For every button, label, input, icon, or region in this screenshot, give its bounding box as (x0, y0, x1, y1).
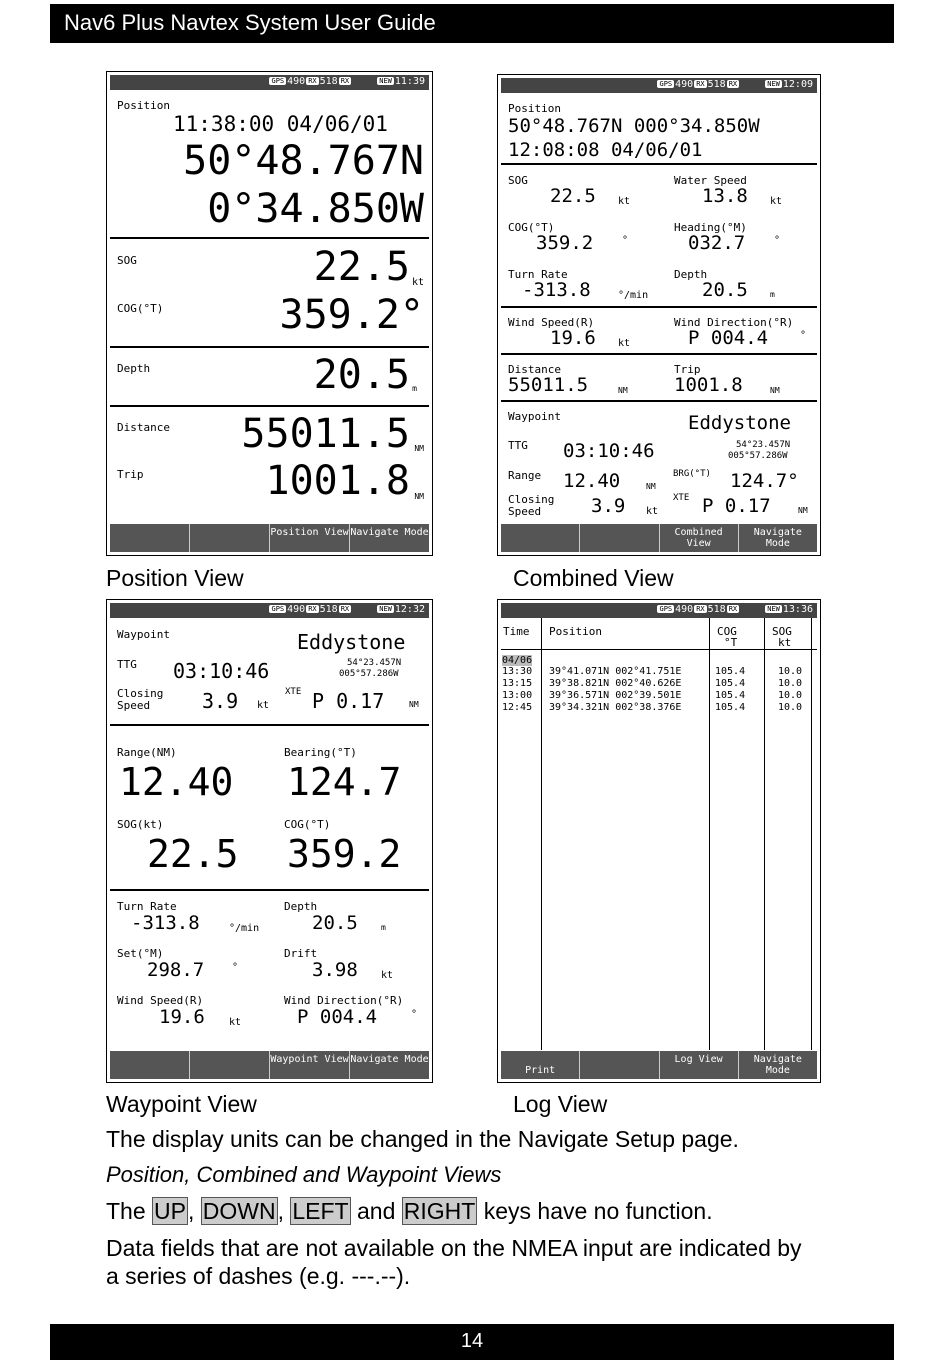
clock: 12:32 (394, 604, 425, 615)
latitude: 50°48.767N (183, 138, 424, 184)
datetime: 12:08:08 04/06/01 (508, 139, 703, 161)
key-right: RIGHT (403, 1198, 476, 1224)
softkey-waypoint-view[interactable]: Waypoint View (269, 1051, 349, 1079)
table-row[interactable]: 12:45 (502, 702, 533, 713)
softkey-bar (110, 524, 429, 552)
softkey-navigate-mode[interactable]: Navigate Mode (738, 1051, 817, 1079)
sog-value: 22.5 (313, 244, 410, 290)
softkey-log-view[interactable]: Log View (659, 1051, 738, 1079)
clock: 12:09 (782, 79, 813, 90)
softkey-navigate-mode[interactable]: Navigate Mode (349, 524, 429, 552)
softkey-2[interactable] (189, 524, 269, 552)
clock: 13:36 (782, 604, 813, 615)
status-bar: GPS 490 RX 518 RX NEW 11:39 (110, 75, 429, 90)
key-down: DOWN (202, 1198, 276, 1224)
datetime: 11:38:00 04/06/01 (173, 112, 388, 136)
table-row[interactable]: 13:00 (502, 690, 533, 701)
log-col-position: Position (549, 625, 602, 638)
log-view-screen: GPS 490 RX 518 RX NEW 13:36 Time Position COG °T SOG kt 04/06 13:30 39°41.071N 002°41.751E 105.4 10.0 13:15 39°38.821N 002°40.626E 105.4 10.0 13:00 39°36.571N 002°39.501E 105.4 10.0 12:45 39°34.321N 002°38.376E 105.4 10.0 Print Log View Navigate Mode (497, 599, 821, 1083)
softkey-bar (110, 1051, 429, 1079)
softkey-1[interactable] (501, 524, 579, 552)
header-title: Nav6 Plus Navtex System User Guide (64, 10, 436, 35)
softkey-combined-view[interactable]: Combined View (659, 524, 738, 552)
waypoint-view-screen: GPS 490 RX 518 RX NEW 12:32 Waypoint Eddystone TTG 03:10:46 54°23.457N 005°57.286W Closing Speed 3.9 kt XTE P 0.17 NM Range(NM) 12.40 Bearing(°T) 124.7 SOG(kt) 22.5 COG(°T) 359.2 Turn Rate -313.8 °/min Depth 20.5 m Set(°M) 298.7 ° Drift 3.98 kt Wind Speed(R) 19.6 kt Wind Direction(°R) P 004.4 ° Waypoint View Navigate Mode (106, 599, 433, 1083)
table-row[interactable]: 13:30 (502, 666, 533, 677)
trip-value: 1001.8 (265, 458, 410, 504)
key-left: LEFT (292, 1198, 349, 1224)
softkey-2[interactable] (579, 1051, 658, 1079)
softkey-1[interactable] (110, 524, 189, 552)
log-date: 04/06 (502, 655, 533, 666)
body-paragraph-dashes-2: a series of dashes (e.g. ---.--). (106, 1263, 411, 1289)
body-paragraph-keys: The UP, DOWN, LEFT and RIGHT keys have no function. (106, 1198, 713, 1224)
waypoint-name: Eddystone (688, 412, 791, 434)
softkey-bar (501, 1051, 817, 1079)
longitude: 0°34.850W (207, 186, 424, 232)
softkey-2[interactable] (189, 1051, 269, 1079)
softkey-position-view[interactable]: Position View (269, 524, 349, 552)
softkey-print[interactable]: Print (525, 1065, 556, 1076)
status-bar: GPS 490 RX 518 RX NEW 12:09 (501, 78, 817, 93)
page-footer (50, 1324, 894, 1360)
waypoint-name: Eddystone (297, 630, 406, 654)
distance-value: 55011.5 (241, 411, 410, 457)
softkey-navigate-mode[interactable]: Navigate Mode (349, 1051, 429, 1079)
clock: 11:39 (394, 76, 425, 87)
cog-value: 359.2° (279, 292, 424, 338)
softkey-1[interactable] (110, 1051, 189, 1079)
page-header (50, 4, 894, 43)
caption-position-view: Position View (106, 565, 244, 591)
section-heading: Position, Combined and Waypoint Views (106, 1162, 502, 1187)
combined-view-screen: GPS 490 RX 518 RX NEW 12:09 Position 50°48.767N 000°34.850W 12:08:08 04/06/01 SOG 22.5 kt Water Speed 13.8 kt COG(°T) 359.2 ° Heading(°M) 032.7 ° Turn Rate -313.8 °/min Depth 20.5 m Wind Speed(R) 19.6 kt Wind Direction(°R) P 004.4 ° Distance 55011.5 NM Trip 1001.8 NM Waypoint Eddystone TTG 03:10:46 54°23.457N 005°57.286W Range 12.40 NM BRG(°T) 124.7° Closing Speed 3.9 kt XTE P 0.17 NM Combined View Navigate Mode (497, 74, 821, 556)
table-row[interactable]: 13:15 (502, 678, 533, 689)
softkey-navigate-mode[interactable]: Navigate Mode (738, 524, 817, 552)
log-col-time: Time (503, 625, 530, 638)
body-paragraph-dashes-1: Data fields that are not available on the NMEA input are indicated by (106, 1235, 802, 1261)
status-bar: GPS 490 RX 518 RX NEW 13:36 (501, 603, 817, 618)
softkey-2[interactable] (579, 524, 658, 552)
caption-waypoint-view: Waypoint View (106, 1091, 257, 1117)
caption-combined-view: Combined View (513, 565, 674, 591)
softkey-bar (501, 524, 817, 552)
page-number: 14 (460, 1330, 484, 1352)
caption-log-view: Log View (513, 1091, 608, 1117)
depth-value: 20.5 (313, 352, 410, 398)
status-bar: GPS 490 RX 518 RX NEW 12:32 (110, 603, 429, 618)
position-view-screen: GPS 490 RX 518 RX NEW 11:39 Position 11:38:00 04/06/01 50°48.767N 0°34.850W SOG 22.5 kt COG(°T) 359.2° Depth 20.5 m Distance 55011.5 NM Trip 1001.8 NM Position View Navigate Mode (106, 71, 433, 556)
key-up: UP (154, 1198, 186, 1224)
position-value: 50°48.767N 000°34.850W (508, 115, 760, 137)
body-paragraph-units: The display units can be changed in the Navigate Setup page. (106, 1126, 739, 1152)
